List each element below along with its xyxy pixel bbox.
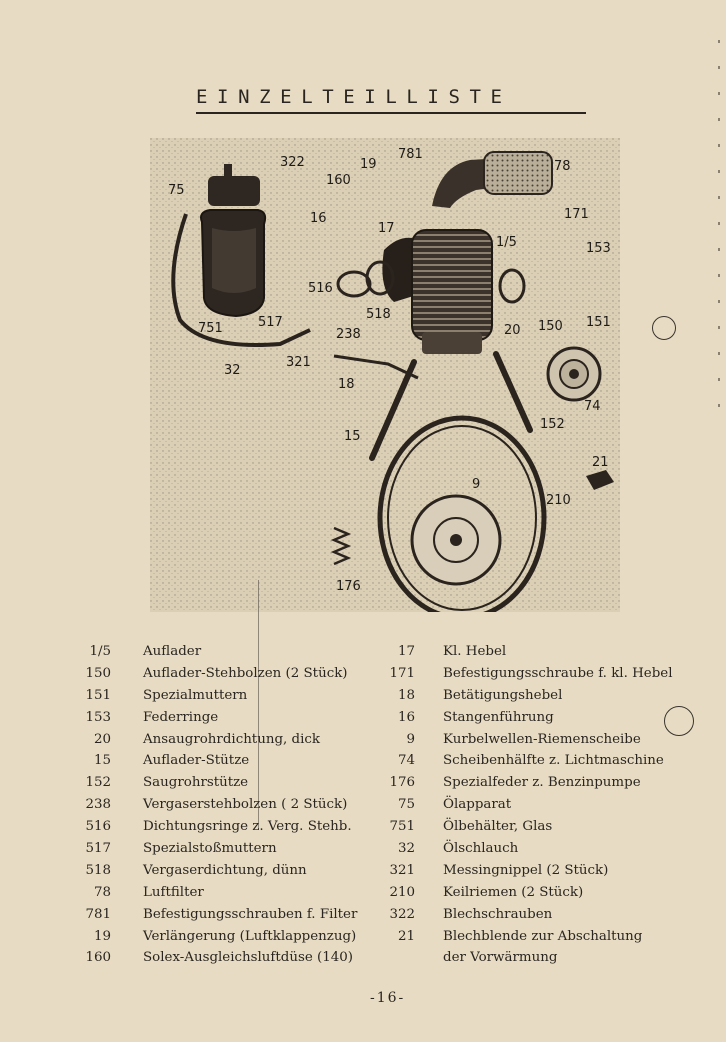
part-number: 19 <box>93 928 111 944</box>
part-description: Blechblende zur Abschaltung <box>443 928 643 944</box>
part-description: Luftfilter <box>143 884 204 900</box>
callout-label: 74 <box>584 399 601 414</box>
part-number: 153 <box>85 709 111 725</box>
list-item <box>360 750 700 772</box>
list-item <box>360 729 700 751</box>
callout-label: 152 <box>540 417 565 432</box>
callout-label: 517 <box>258 315 283 330</box>
callout-label: 321 <box>286 355 311 370</box>
part-description: Kl. Hebel <box>443 644 507 659</box>
callout-label: 16 <box>310 211 327 226</box>
pencil-circle-mark <box>652 316 676 340</box>
callout-label: 9 <box>472 477 481 492</box>
list-item <box>360 926 700 948</box>
part-number: 21 <box>397 928 415 944</box>
list-item <box>60 926 380 948</box>
part-number: 1/5 <box>89 644 111 659</box>
list-item <box>60 816 380 838</box>
part-description: Saugrohrstütze <box>143 775 249 791</box>
part-description: Vergaserdichtung, dünn <box>143 862 307 878</box>
list-item <box>360 947 700 969</box>
callout-label: 171 <box>564 207 589 222</box>
part-description: Befestigungsschraube f. kl. Hebel <box>443 665 673 681</box>
list-item <box>60 947 380 969</box>
part-description: Ansaugrohrdichtung, dick <box>143 731 320 747</box>
callout-label: 15 <box>344 429 361 444</box>
diagram-svg <box>150 138 620 612</box>
list-item <box>60 750 380 772</box>
callout-label: 17 <box>378 221 395 236</box>
part-number: 151 <box>85 687 111 703</box>
list-item <box>360 882 700 904</box>
part-description: Stangenführung <box>443 709 554 725</box>
part-number: 160 <box>85 950 111 966</box>
part-description: Federringe <box>143 709 219 725</box>
list-item <box>360 904 700 926</box>
part-description: Auflader <box>143 644 202 659</box>
list-item <box>60 794 380 816</box>
part-description: Keilriemen (2 Stück) <box>443 884 584 900</box>
part-number: 150 <box>85 665 111 681</box>
callout-label: 32 <box>224 363 241 378</box>
list-item <box>60 663 380 685</box>
list-item <box>360 860 700 882</box>
part-number: 75 <box>397 797 415 813</box>
part-number: 78 <box>93 884 111 900</box>
list-item <box>60 641 380 663</box>
part-description: Auflader-Stehbolzen (2 Stück) <box>143 665 348 681</box>
callout-label: 150 <box>538 319 563 334</box>
part-description: Betätigungshebel <box>443 687 563 703</box>
part-description: Kurbelwellen-Riemenscheibe <box>443 731 641 747</box>
list-item <box>60 707 380 729</box>
part-number: 518 <box>85 862 111 878</box>
pencil-circle-mark <box>664 706 694 736</box>
part-number: 20 <box>93 731 111 747</box>
list-item <box>60 860 380 882</box>
list-item <box>60 882 380 904</box>
page-number: -16- <box>370 990 406 1006</box>
part-description: Scheibenhälfte z. Lichtmaschine <box>443 753 664 769</box>
part-description: Befestigungsschrauben f. Filter <box>143 906 358 922</box>
callout-label: 1/5 <box>496 235 517 250</box>
part-description: Solex-Ausgleichsluftdüse (140) <box>143 950 354 966</box>
list-item <box>360 663 700 685</box>
oil-apparatus-part <box>201 164 265 316</box>
callout-label: 153 <box>586 241 611 256</box>
part-number: 321 <box>389 862 415 878</box>
callout-label: 210 <box>546 493 571 508</box>
part-number: 322 <box>389 906 415 922</box>
part-number: 210 <box>389 884 415 900</box>
exploded-parts-diagram <box>150 138 620 612</box>
part-number: 74 <box>397 753 415 769</box>
part-description: Ölschlauch <box>443 841 519 857</box>
part-description: der Vorwärmung <box>443 950 558 966</box>
callout-label: 20 <box>504 323 521 338</box>
list-item <box>360 641 700 663</box>
callout-label: 78 <box>554 159 571 174</box>
callout-label: 516 <box>308 281 333 296</box>
part-number: 32 <box>397 841 415 857</box>
page-title: EINZELTEILLISTE <box>196 86 512 108</box>
part-number: 751 <box>389 819 415 835</box>
callout-label: 322 <box>280 155 305 170</box>
list-item <box>60 729 380 751</box>
callout-label: 518 <box>366 307 391 322</box>
part-number: 9 <box>406 731 415 747</box>
part-number: 176 <box>389 775 415 791</box>
callout-label: 176 <box>336 579 361 594</box>
page-edge-marks <box>718 40 720 420</box>
callout-label: 238 <box>336 327 361 342</box>
callout-label: 781 <box>398 147 423 162</box>
part-number: 781 <box>85 906 111 922</box>
part-description: Verlängerung (Luftklappenzug) <box>143 928 357 944</box>
list-item <box>360 685 700 707</box>
list-item <box>60 685 380 707</box>
part-description: Messingnippel (2 Stück) <box>443 862 609 878</box>
part-number: 171 <box>389 665 415 681</box>
list-item <box>60 904 380 926</box>
part-number: 18 <box>397 687 415 703</box>
list-item <box>60 838 380 860</box>
callout-label: 160 <box>326 173 351 188</box>
parts-list-left <box>60 641 380 969</box>
part-description: Vergaserstehbolzen ( 2 Stück) <box>143 797 348 813</box>
title-underline <box>196 112 586 114</box>
part-number: 17 <box>397 644 415 659</box>
part-description: Ölapparat <box>443 797 512 813</box>
list-item <box>360 838 700 860</box>
callout-label: 151 <box>586 315 611 330</box>
callout-label: 19 <box>360 157 377 172</box>
part-description: Dichtungsringe z. Verg. Stehb. <box>143 819 352 835</box>
part-description: Auflader-Stütze <box>143 753 250 769</box>
part-description: Spezialfeder z. Benzinpumpe <box>443 775 641 791</box>
part-description: Spezialstoßmuttern <box>143 841 277 857</box>
list-item <box>360 707 700 729</box>
part-description: Blechschrauben <box>443 906 553 922</box>
list-item <box>360 816 700 838</box>
part-description: Spezialmuttern <box>143 687 248 703</box>
part-description: Ölbehälter, Glas <box>443 819 553 835</box>
part-number: 152 <box>85 775 111 791</box>
callout-label: 18 <box>338 377 355 392</box>
callout-label: 75 <box>168 183 185 198</box>
alternator-pulley-part <box>548 348 600 400</box>
part-number: 15 <box>93 753 111 769</box>
list-item <box>360 772 700 794</box>
part-number: 238 <box>85 797 111 813</box>
part-number: 517 <box>85 841 111 857</box>
callout-label: 751 <box>198 321 223 336</box>
callout-label: 21 <box>592 455 609 470</box>
list-item <box>60 772 380 794</box>
parts-list-right <box>360 641 700 969</box>
part-number: 516 <box>85 819 111 835</box>
part-number: 16 <box>397 709 415 725</box>
list-item <box>360 794 700 816</box>
